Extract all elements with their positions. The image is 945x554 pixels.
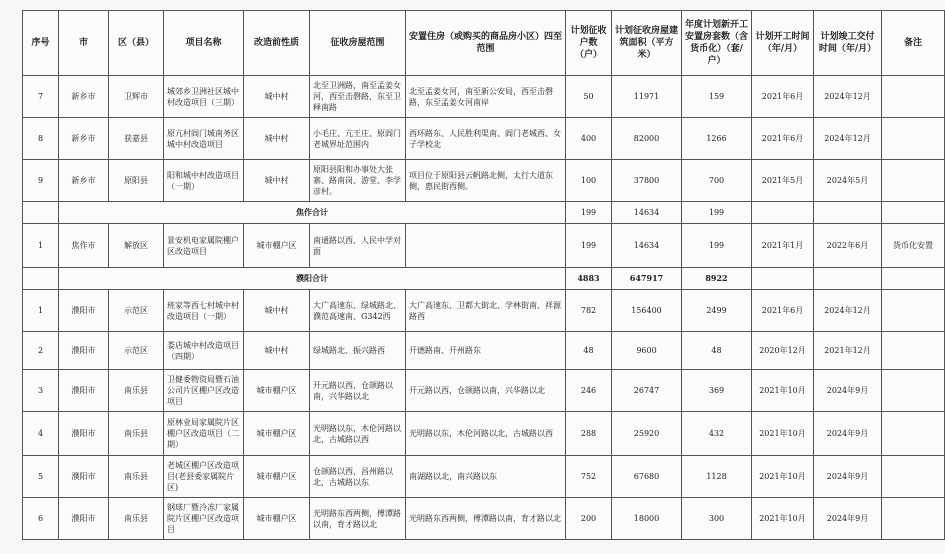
- header-cell: 备注: [882, 11, 945, 76]
- district-cell: 南乐县: [109, 498, 164, 540]
- project-name-cell: 娄店城中村改造项目（四期）: [164, 332, 244, 370]
- header-cell: 改造前性质: [244, 11, 310, 76]
- households-cell: 50: [566, 76, 612, 118]
- resettle-cell: 西环路东、人民胜利渠南、阎门老城西、女子学校北: [406, 118, 566, 160]
- table-row: [23, 118, 945, 160]
- households-cell: 100: [566, 160, 612, 202]
- type-cell: 城市棚户区: [244, 412, 310, 456]
- note-cell: [882, 160, 945, 202]
- district-cell: 解放区: [109, 224, 164, 268]
- start-cell: 2021年6月: [752, 118, 814, 160]
- city-cell: 濮阳市: [59, 370, 109, 412]
- header-row: [23, 11, 945, 76]
- city-cell: 濮阳市: [59, 332, 109, 370]
- note-cell: 货币化安置: [882, 224, 945, 268]
- scope-cell: 北至卫洲路，南至孟姜女河，西至击磬路，东至卫释南路: [310, 76, 406, 118]
- area-cell: 67680: [612, 456, 682, 498]
- district-cell: 原阳县: [109, 160, 164, 202]
- area-cell: 14634: [612, 224, 682, 268]
- project-name-cell: 原亢村阎门城南务区城中村改造项目: [164, 118, 244, 160]
- note-cell: [882, 290, 945, 332]
- area-cell: 25920: [612, 412, 682, 456]
- scope-cell: 南通路以西、人民中学对面: [310, 224, 406, 268]
- table-row: [23, 412, 945, 456]
- households-cell: 200: [566, 498, 612, 540]
- row-number: 3: [23, 370, 59, 412]
- row-number: 2: [23, 332, 59, 370]
- scope-cell: 光明路以东，木伦河路以北，古城路以西: [310, 412, 406, 456]
- project-name-cell: 阳和城中村改造项目（一期）: [164, 160, 244, 202]
- units-cell: 199: [682, 224, 752, 268]
- note-cell: [882, 498, 945, 540]
- start-cell: 2021年6月: [752, 290, 814, 332]
- subtotal-label: 濮阳合计: [59, 268, 566, 290]
- scope-cell: 仓颉路以西，昌州路以北，古城路以东: [310, 456, 406, 498]
- start-cell: 2021年10月: [752, 412, 814, 456]
- resettle-cell: 大广高速东、卫都大街北、学林街南、祥源路西: [406, 290, 566, 332]
- scope-cell: 大广高速东、绿城路北、濮范高速南、G342西: [310, 290, 406, 332]
- table-row: [23, 76, 945, 118]
- row-number: 6: [23, 498, 59, 540]
- type-cell: 城中村: [244, 118, 310, 160]
- type-cell: 城中村: [244, 76, 310, 118]
- subtotal-units: 8922: [682, 268, 752, 290]
- type-cell: 城市棚户区: [244, 370, 310, 412]
- end-cell: 2022年6月: [814, 224, 882, 268]
- resettle-cell: 光明路东西两侧，傅潭路以南，育才路以北: [406, 498, 566, 540]
- header-cell: 计划征收房屋建筑面积（平方米）: [612, 11, 682, 76]
- households-cell: 782: [566, 290, 612, 332]
- project-table: [22, 10, 945, 540]
- row-number: 1: [23, 290, 59, 332]
- units-cell: 1266: [682, 118, 752, 160]
- table-row: [23, 224, 945, 268]
- city-cell: 新乡市: [59, 118, 109, 160]
- end-cell: 2024年12月: [814, 290, 882, 332]
- type-cell: 城市棚户区: [244, 498, 310, 540]
- start-cell: 2021年10月: [752, 456, 814, 498]
- subtotal-area: 647917: [612, 268, 682, 290]
- row-number: 1: [23, 224, 59, 268]
- city-cell: 濮阳市: [59, 456, 109, 498]
- note-cell: [882, 412, 945, 456]
- start-cell: 2021年5月: [752, 160, 814, 202]
- note-cell: [882, 118, 945, 160]
- district-cell: 获嘉县: [109, 118, 164, 160]
- resettle-cell: 北至孟姜女河，南至新公安局，西至击磬路，东至孟姜女河南岸: [406, 76, 566, 118]
- households-cell: 288: [566, 412, 612, 456]
- type-cell: 城市棚户区: [244, 456, 310, 498]
- end-cell: 2024年12月: [814, 76, 882, 118]
- end-cell: 2024年9月: [814, 370, 882, 412]
- type-cell: 城中村: [244, 160, 310, 202]
- table-row: [23, 160, 945, 202]
- project-name-cell: 景安机电家属院棚户区改造项目: [164, 224, 244, 268]
- subtotal-row-puyang: [23, 268, 945, 290]
- type-cell: 城中村: [244, 332, 310, 370]
- units-cell: 159: [682, 76, 752, 118]
- table-row: [23, 290, 945, 332]
- start-cell: 2021年1月: [752, 224, 814, 268]
- units-cell: 432: [682, 412, 752, 456]
- project-name-cell: 卫健委物资局暨石油公司片区棚户区改造项目: [164, 370, 244, 412]
- end-cell: 2021年12月: [814, 332, 882, 370]
- district-cell: 南乐县: [109, 412, 164, 456]
- district-cell: 示范区: [109, 290, 164, 332]
- row-number: 5: [23, 456, 59, 498]
- city-cell: 新乡市: [59, 160, 109, 202]
- note-cell: [882, 76, 945, 118]
- header-cell: 序号: [23, 11, 59, 76]
- end-cell: 2024年9月: [814, 412, 882, 456]
- end-cell: 2024年5月: [814, 160, 882, 202]
- resettle-cell: 项目位于原阳县云帆路北侧，太行大道东侧，惠民街西侧。: [406, 160, 566, 202]
- project-name-cell: 钢球厂暨冷冻厂家属院片区棚户区改造项目: [164, 498, 244, 540]
- resettle-cell: 开德路南、开州路东: [406, 332, 566, 370]
- resettle-cell: 光明路以东，木伦河路以北，古城路以西: [406, 412, 566, 456]
- area-cell: 82000: [612, 118, 682, 160]
- households-cell: 199: [566, 224, 612, 268]
- note-cell: [882, 332, 945, 370]
- project-table-sheet: [22, 10, 944, 540]
- start-cell: 2021年6月: [752, 76, 814, 118]
- header-cell: 市: [59, 11, 109, 76]
- district-cell: 南乐县: [109, 370, 164, 412]
- scope-cell: 小毛庄、亢王庄、原阎门老城界址范围内: [310, 118, 406, 160]
- row-number: 8: [23, 118, 59, 160]
- header-cell: 计划竣工交付时间（年/月）: [814, 11, 882, 76]
- area-cell: 37800: [612, 160, 682, 202]
- project-name-cell: 老城区棚户区改造项目(老县委家属院片区): [164, 456, 244, 498]
- end-cell: 2024年9月: [814, 498, 882, 540]
- units-cell: 300: [682, 498, 752, 540]
- header-cell: 征收房屋范围: [310, 11, 406, 76]
- area-cell: 156400: [612, 290, 682, 332]
- scope-cell: 开元路以西，仓颉路以南，兴华路以北: [310, 370, 406, 412]
- header-cell: 安置住房（或购买的商品房小区）四至范围: [406, 11, 566, 76]
- header-cell: 项目名称: [164, 11, 244, 76]
- row-number: 4: [23, 412, 59, 456]
- resettle-cell: 开元路以西，仓颉路以南，兴华路以北: [406, 370, 566, 412]
- header-cell: 计划开工时间（年/月）: [752, 11, 814, 76]
- type-cell: 城市棚户区: [244, 224, 310, 268]
- row-number: 7: [23, 76, 59, 118]
- scope-cell: 光明路东西两侧，傅潭路以南，育才路以北: [310, 498, 406, 540]
- units-cell: 369: [682, 370, 752, 412]
- note-cell: [882, 370, 945, 412]
- units-cell: 700: [682, 160, 752, 202]
- subtotal-units: 199: [682, 202, 752, 224]
- end-cell: 2024年9月: [814, 456, 882, 498]
- households-cell: 48: [566, 332, 612, 370]
- city-cell: 濮阳市: [59, 290, 109, 332]
- units-cell: 48: [682, 332, 752, 370]
- subtotal-row-jiaozuo: [23, 202, 945, 224]
- city-cell: 濮阳市: [59, 498, 109, 540]
- resettle-cell: [406, 224, 566, 268]
- subtotal-households: 199: [566, 202, 612, 224]
- subtotal-label: 焦作合计: [59, 202, 566, 224]
- project-name-cell: 城郊乡卫洲社区城中村改造项目（三期）: [164, 76, 244, 118]
- end-cell: 2024年12月: [814, 118, 882, 160]
- subtotal-households: 4883: [566, 268, 612, 290]
- header-cell: 区（县）: [109, 11, 164, 76]
- row-number: 9: [23, 160, 59, 202]
- project-name-cell: 班家等西七村城中村改造项目（一期）: [164, 290, 244, 332]
- city-cell: 濮阳市: [59, 412, 109, 456]
- area-cell: 11971: [612, 76, 682, 118]
- scope-cell: 原阳县阳和办事处大张寨、路南岗、游堂、李学彦村。: [310, 160, 406, 202]
- area-cell: 26747: [612, 370, 682, 412]
- start-cell: 2021年10月: [752, 498, 814, 540]
- project-name-cell: 原林业局家属院片区棚户区改造项目（二期）: [164, 412, 244, 456]
- header-cell: 计划征收户数（户）: [566, 11, 612, 76]
- note-cell: [882, 456, 945, 498]
- city-cell: 新乡市: [59, 76, 109, 118]
- table-row: [23, 456, 945, 498]
- units-cell: 1128: [682, 456, 752, 498]
- district-cell: 示范区: [109, 332, 164, 370]
- table-row: [23, 498, 945, 540]
- households-cell: 246: [566, 370, 612, 412]
- table-row: [23, 332, 945, 370]
- city-cell: 焦作市: [59, 224, 109, 268]
- households-cell: 752: [566, 456, 612, 498]
- header-cell: 年度计划新开工安置房套数（含货币化）（套/户）: [682, 11, 752, 76]
- type-cell: 城中村: [244, 290, 310, 332]
- start-cell: 2020年12月: [752, 332, 814, 370]
- units-cell: 2499: [682, 290, 752, 332]
- start-cell: 2021年10月: [752, 370, 814, 412]
- subtotal-area: 14634: [612, 202, 682, 224]
- area-cell: 18000: [612, 498, 682, 540]
- table-row: [23, 370, 945, 412]
- district-cell: 南乐县: [109, 456, 164, 498]
- district-cell: 卫辉市: [109, 76, 164, 118]
- households-cell: 400: [566, 118, 612, 160]
- area-cell: 9600: [612, 332, 682, 370]
- scope-cell: 绿城路北、振兴路西: [310, 332, 406, 370]
- resettle-cell: 南湖路以北，南兴路以东: [406, 456, 566, 498]
